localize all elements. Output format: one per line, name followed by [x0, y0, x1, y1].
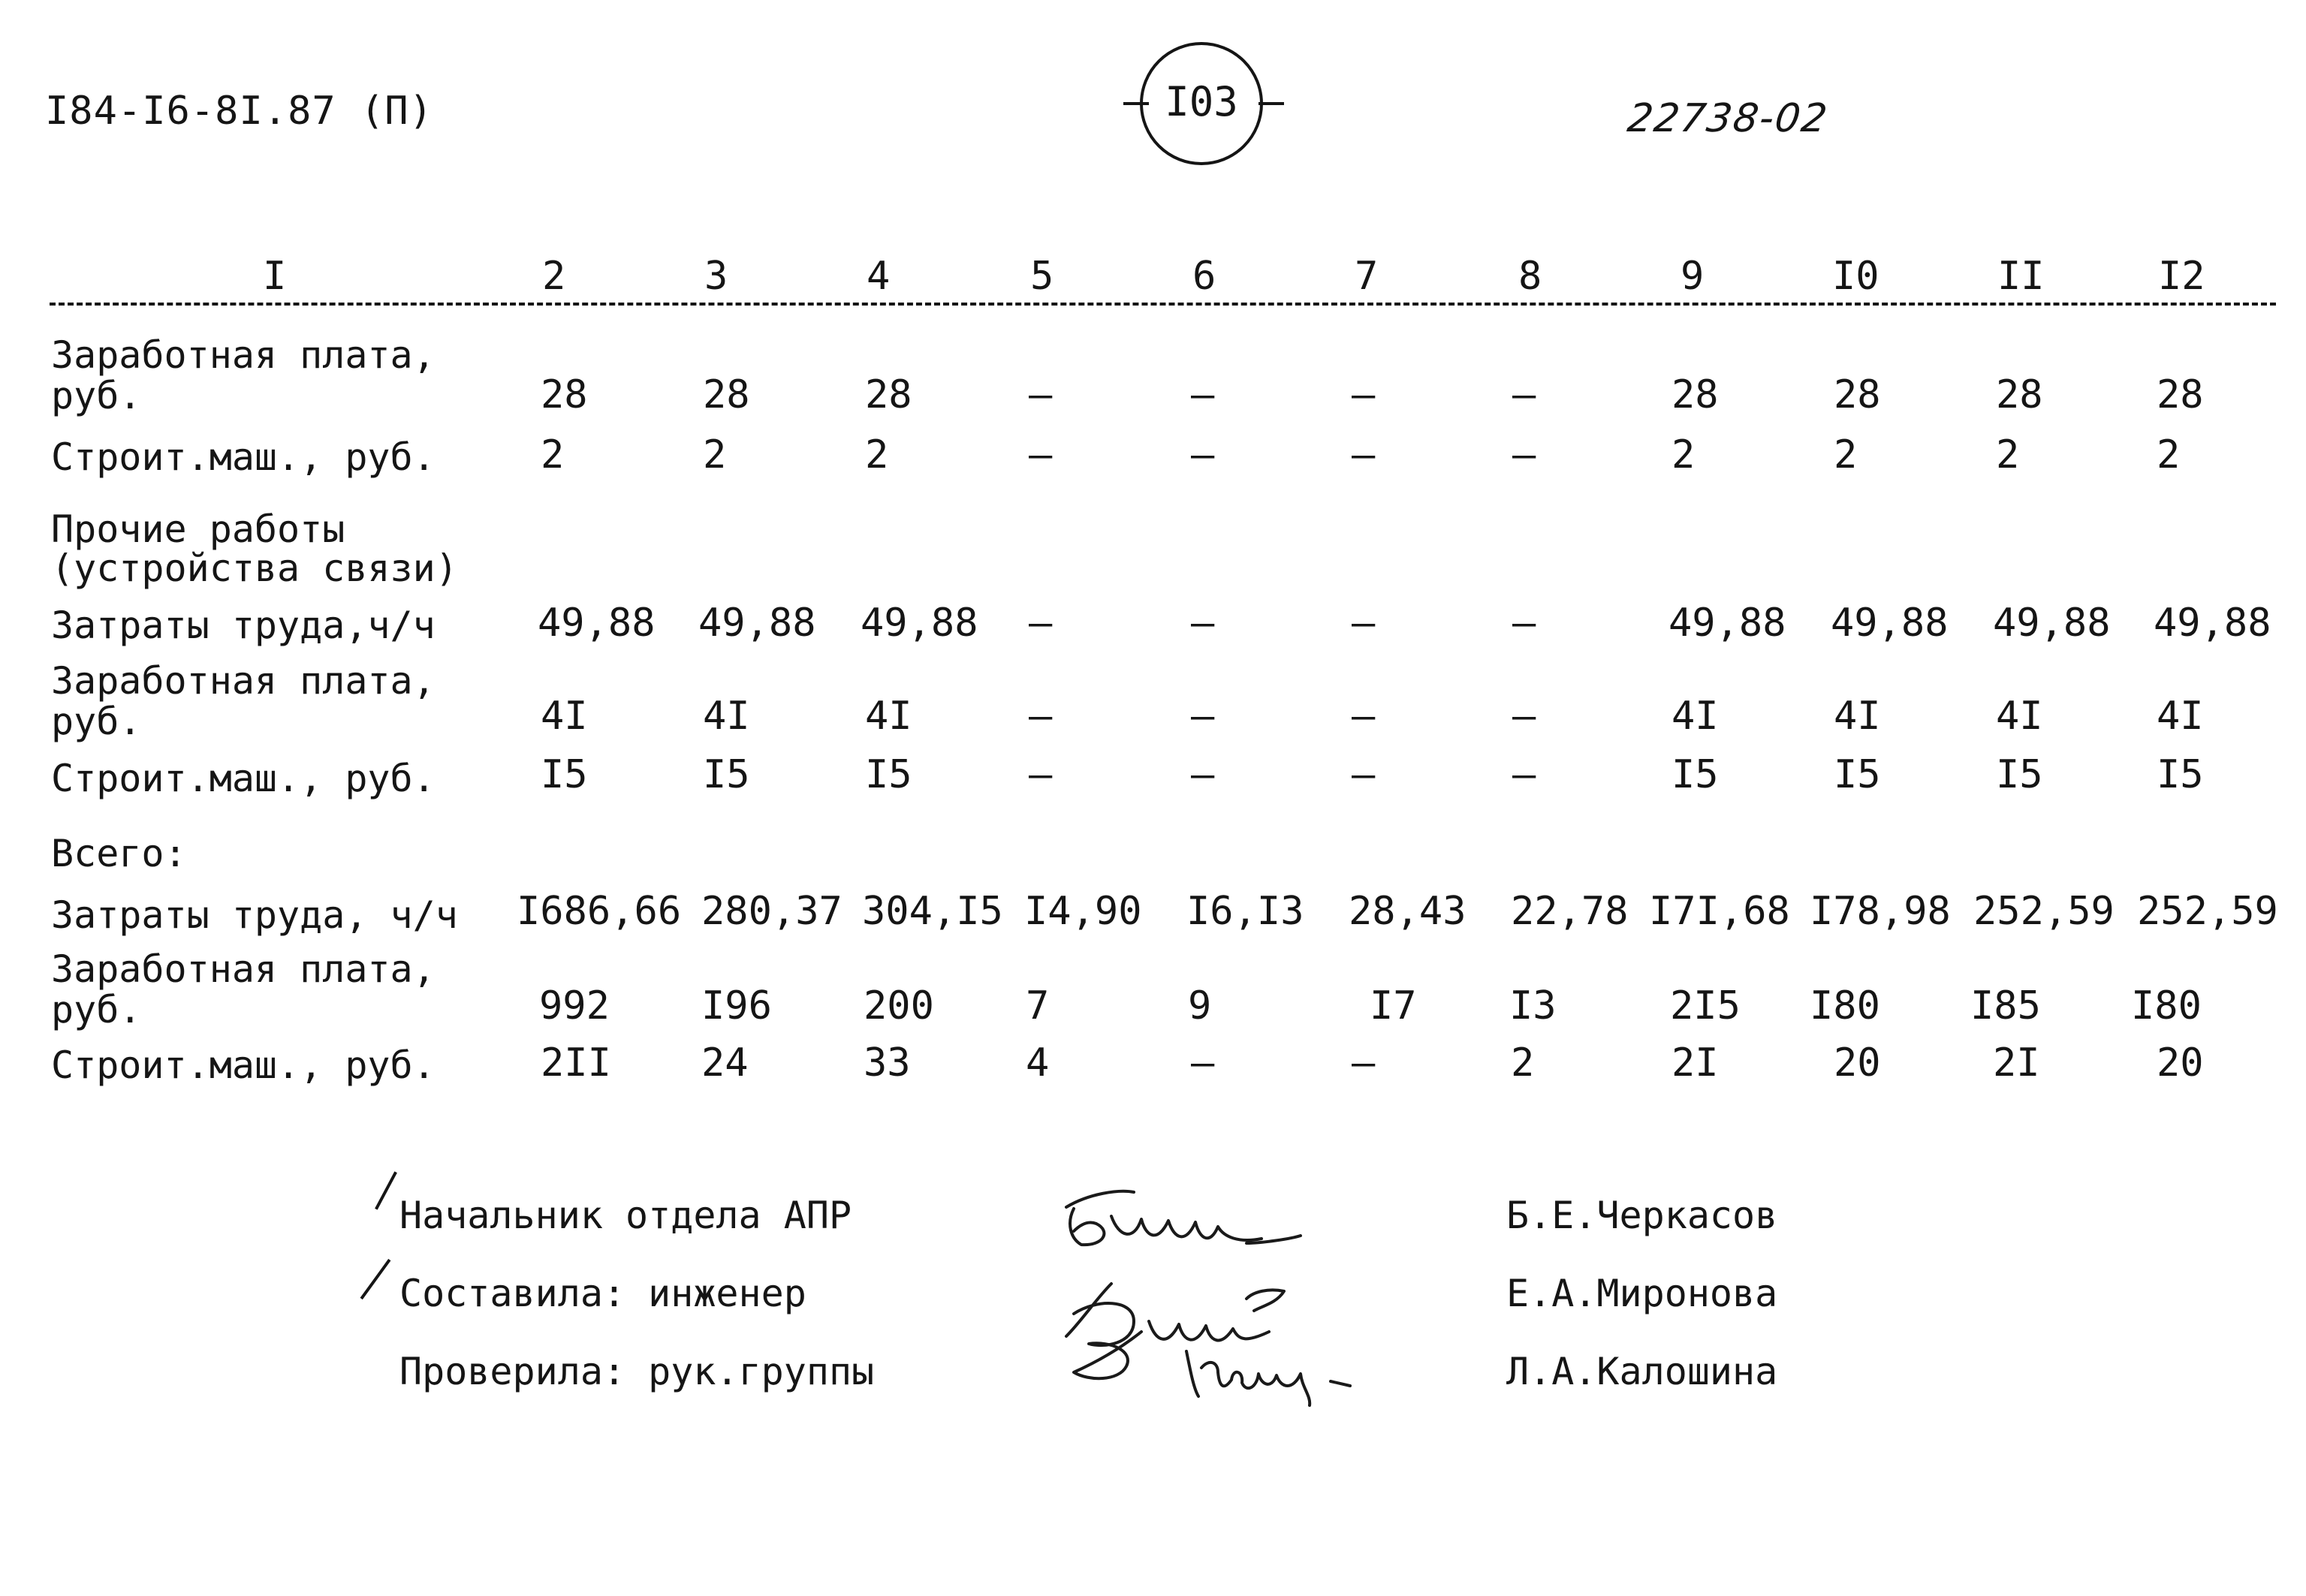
row-label: Затраты труда, ч/ч	[51, 893, 458, 937]
column-header: 6	[1192, 254, 1216, 299]
table-cell: –	[1029, 694, 1053, 739]
row-label: руб.	[51, 700, 142, 743]
table-cell: 304,I5	[862, 889, 1003, 934]
table-cell: 49,88	[1993, 601, 2111, 646]
table-cell: –	[1352, 601, 1376, 646]
section-title: Всего:	[51, 832, 187, 875]
table-cell: 252,59	[2137, 889, 2278, 934]
table-cell: 2	[1671, 432, 1696, 477]
table-cell: –	[1191, 1040, 1215, 1086]
row-label: Заработная плата,	[51, 947, 436, 991]
table-cell: –	[1512, 601, 1536, 646]
stamp-number: 22738-02	[1624, 96, 1831, 141]
table-cell: –	[1191, 432, 1215, 477]
table-cell: –	[1352, 694, 1376, 739]
column-header: 3	[704, 254, 728, 299]
table-cell: 2	[1996, 432, 2020, 477]
column-header: 9	[1681, 254, 1705, 299]
handwritten-signatures	[1021, 1171, 1442, 1411]
column-header: I2	[2158, 254, 2205, 299]
table-cell: 9	[1188, 983, 1212, 1028]
table-cell: 4I	[1834, 694, 1881, 739]
table-cell: 49,88	[861, 601, 978, 646]
table-cell: I85	[1970, 983, 2041, 1028]
table-cell: –	[1352, 1040, 1376, 1086]
table-cell: 4I	[1996, 694, 2043, 739]
check-mark-icon	[375, 1171, 397, 1209]
table-cell: –	[1352, 752, 1376, 797]
column-header: I0	[1832, 254, 1879, 299]
table-cell: –	[1191, 694, 1215, 739]
table-cell: I5	[541, 752, 588, 797]
page-number: I03	[1165, 78, 1238, 125]
signature-name: Б.Е.Черкасов	[1506, 1194, 1778, 1237]
table-cell: I3	[1509, 983, 1557, 1028]
header-rule	[50, 303, 2276, 306]
signature-role: Проверила: рук.группы	[399, 1350, 875, 1393]
table-cell: 49,88	[2154, 601, 2271, 646]
table-cell: I6,I3	[1186, 889, 1304, 934]
table-cell: I80	[1810, 983, 1880, 1028]
table-cell: 2I	[1993, 1040, 2040, 1086]
table-cell: 200	[864, 983, 934, 1028]
table-cell: 49,88	[1668, 601, 1786, 646]
row-label: Строит.маш., руб.	[51, 435, 436, 479]
row-label: Строит.маш., руб.	[51, 757, 436, 800]
table-cell: –	[1029, 601, 1053, 646]
table-cell: 28	[703, 372, 750, 417]
table-cell: 4I	[703, 694, 750, 739]
section-title: (устройства связи)	[51, 547, 458, 590]
signature-role: Составила: инженер	[399, 1272, 806, 1315]
row-label: Заработная плата,	[51, 333, 436, 377]
table-cell: I80	[2131, 983, 2202, 1028]
table-cell: I96	[701, 983, 772, 1028]
table-cell: 2	[1511, 1040, 1535, 1086]
table-cell: –	[1029, 372, 1053, 417]
table-cell: 28	[1996, 372, 2043, 417]
table-cell: I78,98	[1810, 889, 1951, 934]
column-header: II	[1997, 254, 2045, 299]
table-cell: 4I	[865, 694, 912, 739]
table-cell: I5	[1996, 752, 2043, 797]
table-cell: 28	[1671, 372, 1719, 417]
column-header: I	[263, 254, 287, 299]
table-cell: 2I	[1671, 1040, 1719, 1086]
row-label: Заработная плата,	[51, 659, 436, 703]
column-header: 7	[1355, 254, 1379, 299]
table-cell: 28	[1834, 372, 1881, 417]
table-cell: I7I,68	[1649, 889, 1790, 934]
table-cell: 992	[539, 983, 610, 1028]
table-cell: 28	[541, 372, 588, 417]
table-cell: I5	[703, 752, 750, 797]
table-cell: 49,88	[698, 601, 816, 646]
table-cell: I5	[865, 752, 912, 797]
document-code: I84-I6-8I.87 (П)	[45, 89, 433, 134]
column-header: 5	[1030, 254, 1054, 299]
table-cell: 252,59	[1973, 889, 2115, 934]
row-label: Затраты труда,ч/ч	[51, 604, 436, 647]
table-cell: 4	[1026, 1040, 1050, 1086]
table-cell: –	[1512, 372, 1536, 417]
table-cell: 4I	[541, 694, 588, 739]
table-cell: I4,90	[1024, 889, 1142, 934]
table-cell: 24	[701, 1040, 749, 1086]
table-cell: –	[1191, 601, 1215, 646]
table-cell: 49,88	[1831, 601, 1949, 646]
table-cell: –	[1352, 372, 1376, 417]
table-cell: –	[1029, 432, 1053, 477]
column-header: 8	[1518, 254, 1542, 299]
signature-name: Е.А.Миронова	[1506, 1272, 1778, 1315]
table-cell: I5	[1834, 752, 1881, 797]
signature-role: Начальник отдела АПР	[399, 1194, 852, 1237]
section-title: Прочие работы	[51, 507, 345, 551]
table-cell: 33	[864, 1040, 911, 1086]
table-cell: –	[1191, 752, 1215, 797]
column-header: 2	[542, 254, 566, 299]
table-cell: 2	[2157, 432, 2181, 477]
table-cell: I5	[2157, 752, 2204, 797]
table-cell: 28	[2157, 372, 2204, 417]
signature-stroke-3	[1186, 1351, 1350, 1405]
table-cell: –	[1029, 752, 1053, 797]
table-cell: I7	[1370, 983, 1417, 1028]
row-label: руб.	[51, 988, 142, 1031]
signature-stroke-2	[1066, 1284, 1284, 1378]
table-cell: 49,88	[538, 601, 656, 646]
table-cell: 2	[703, 432, 727, 477]
table-cell: I5	[1671, 752, 1719, 797]
table-cell: 20	[1834, 1040, 1881, 1086]
table-cell: 4I	[1671, 694, 1719, 739]
table-cell: 2	[541, 432, 565, 477]
column-header: 4	[867, 254, 891, 299]
table-cell: 4I	[2157, 694, 2204, 739]
table-cell: 2	[1834, 432, 1858, 477]
check-mark-icon	[360, 1259, 391, 1299]
table-cell: 28,43	[1349, 889, 1466, 934]
table-cell: –	[1512, 752, 1536, 797]
table-cell: 7	[1026, 983, 1050, 1028]
table-cell: 22,78	[1511, 889, 1629, 934]
table-cell: I686,66	[517, 889, 682, 934]
table-cell: 280,37	[701, 889, 843, 934]
signature-name: Л.А.Калошина	[1506, 1350, 1778, 1393]
table-cell: 2I5	[1670, 983, 1741, 1028]
table-cell: 2II	[541, 1040, 611, 1086]
table-cell: –	[1512, 432, 1536, 477]
table-cell: –	[1191, 372, 1215, 417]
row-label: Строит.маш., руб.	[51, 1043, 436, 1087]
table-cell: –	[1512, 694, 1536, 739]
row-label: руб.	[51, 374, 142, 417]
table-cell: 20	[2157, 1040, 2204, 1086]
signature-stroke-1	[1066, 1191, 1301, 1245]
table-cell: 28	[865, 372, 912, 417]
table-cell: –	[1352, 432, 1376, 477]
table-cell: 2	[865, 432, 889, 477]
